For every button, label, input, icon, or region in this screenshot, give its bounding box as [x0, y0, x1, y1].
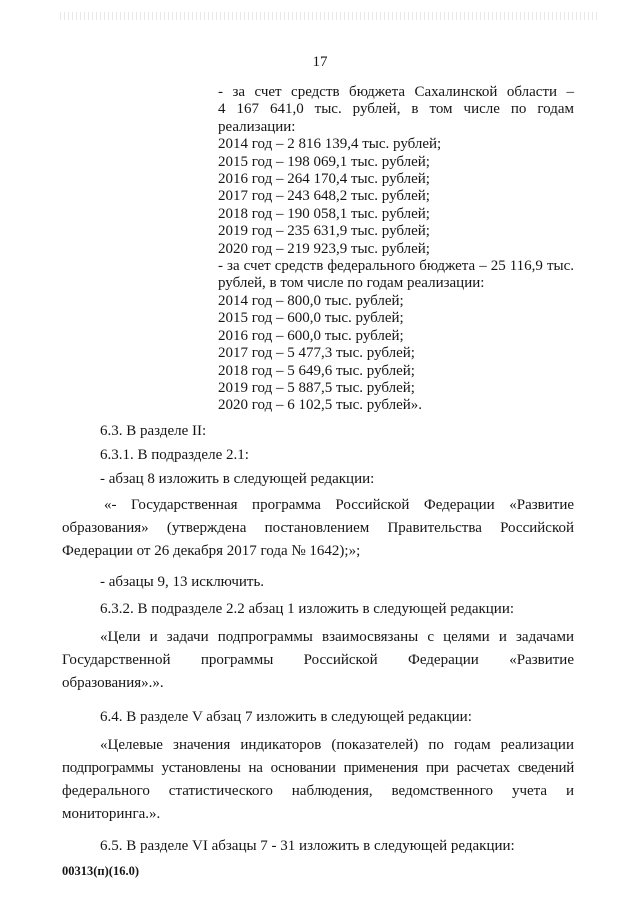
paragraph-abzac-8 [62, 468, 574, 491]
federal-year-line: 2014 год – 800,0 тыс. рублей; [218, 292, 404, 309]
quote-gosprogramma [62, 494, 574, 563]
paragraph-6-5 [62, 835, 574, 858]
sakhalin-year-line: 2020 год – 219 923,9 тыс. рублей; [218, 240, 430, 257]
para-text: 6.3.2. В подразделе 2.2 абзац 1 изложить в следующей редакции: [100, 601, 515, 617]
para-text: 6.4. В разделе V абзац 7 изложить в следующей редакции: [100, 709, 472, 725]
quote-line: «- Государственная программа Российской Федерации «Развитие [104, 497, 574, 513]
quote-line: мониторинга.». [62, 806, 161, 822]
federal-line-1: - за счет средств федерального бюджета – 25 116,9 тыс. [218, 258, 574, 275]
quote-line: образования» (утверждена постановлением Правительства Российской [62, 520, 574, 536]
paragraph-6-3-2 [62, 598, 574, 621]
quote-line: федерального статистического наблюдения, ведомственного учета и [62, 783, 574, 799]
federal-year-line: 2015 год – 600,0 тыс. рублей; [218, 310, 404, 327]
sakhalin-line-3: реализации: [218, 118, 296, 135]
quote-line: «Целевые значения индикаторов (показателей) по годам реализации [100, 737, 574, 753]
paragraph-6-3 [62, 420, 574, 443]
paragraph-abzac-9-13 [62, 571, 574, 594]
quote-line: подпрограммы установлены на основании применения при расчетах сведений [62, 760, 574, 776]
para-text: - абзацы 9, 13 исключить. [100, 574, 265, 590]
quote-celi-zadachi [62, 626, 574, 695]
sakhalin-line-1: - за счет средств бюджета Сахалинской области – [218, 84, 574, 100]
federal-year-line: 2019 год – 5 887,5 тыс. рублей; [218, 379, 415, 396]
quote-line: образования».». [62, 675, 164, 691]
para-text: 6.3. В разделе II: [100, 423, 207, 439]
quote-line: Федерации от 26 декабря 2017 года № 1642);»; [62, 543, 361, 559]
scan-artifact [60, 12, 600, 20]
sakhalin-year-line: 2018 год – 190 058,1 тыс. рублей; [218, 205, 430, 222]
document-code: 00313(п)(16.0) [62, 864, 139, 878]
para-text: - абзац 8 изложить в следующей редакции: [100, 471, 375, 487]
paragraph-6-3-1 [62, 444, 574, 467]
quote-celevye-znacheniya [62, 734, 574, 826]
sakhalin-year-line: 2014 год – 2 816 139,4 тыс. рублей; [218, 136, 442, 153]
quote-line: «Цели и задачи подпрограммы взаимосвязаны с целями и задачами [100, 629, 574, 645]
federal-line-2: рублей, в том числе по годам реализации: [218, 275, 485, 292]
para-text: 6.3.1. В подразделе 2.1: [100, 447, 249, 463]
paragraph-6-4 [62, 706, 574, 729]
sakhalin-year-line: 2017 год – 243 648,2 тыс. рублей; [218, 188, 430, 205]
sakhalin-year-line: 2016 год – 264 170,4 тыс. рублей; [218, 171, 430, 188]
federal-year-line: 2020 год – 6 102,5 тыс. рублей». [218, 397, 423, 414]
sakhalin-year-line: 2015 год – 198 069,1 тыс. рублей; [218, 153, 430, 170]
quote-line: Государственной программы Российской Федерации «Развитие [62, 652, 574, 668]
federal-year-line: 2018 год – 5 649,6 тыс. рублей; [218, 362, 415, 379]
sakhalin-year-line: 2019 год – 235 631,9 тыс. рублей; [218, 223, 430, 240]
para-text: 6.5. В разделе VI абзацы 7 - 31 изложить в следующей редакции: [100, 838, 515, 854]
sakhalin-line-2: 4 167 641,0 тыс. рублей, в том числе по годам [218, 101, 574, 118]
federal-year-line: 2017 год – 5 477,3 тыс. рублей; [218, 345, 415, 362]
sakhalin-funding-block [218, 84, 574, 415]
page-number: 17 [312, 54, 328, 70]
federal-year-line: 2016 год – 600,0 тыс. рублей; [218, 327, 404, 344]
